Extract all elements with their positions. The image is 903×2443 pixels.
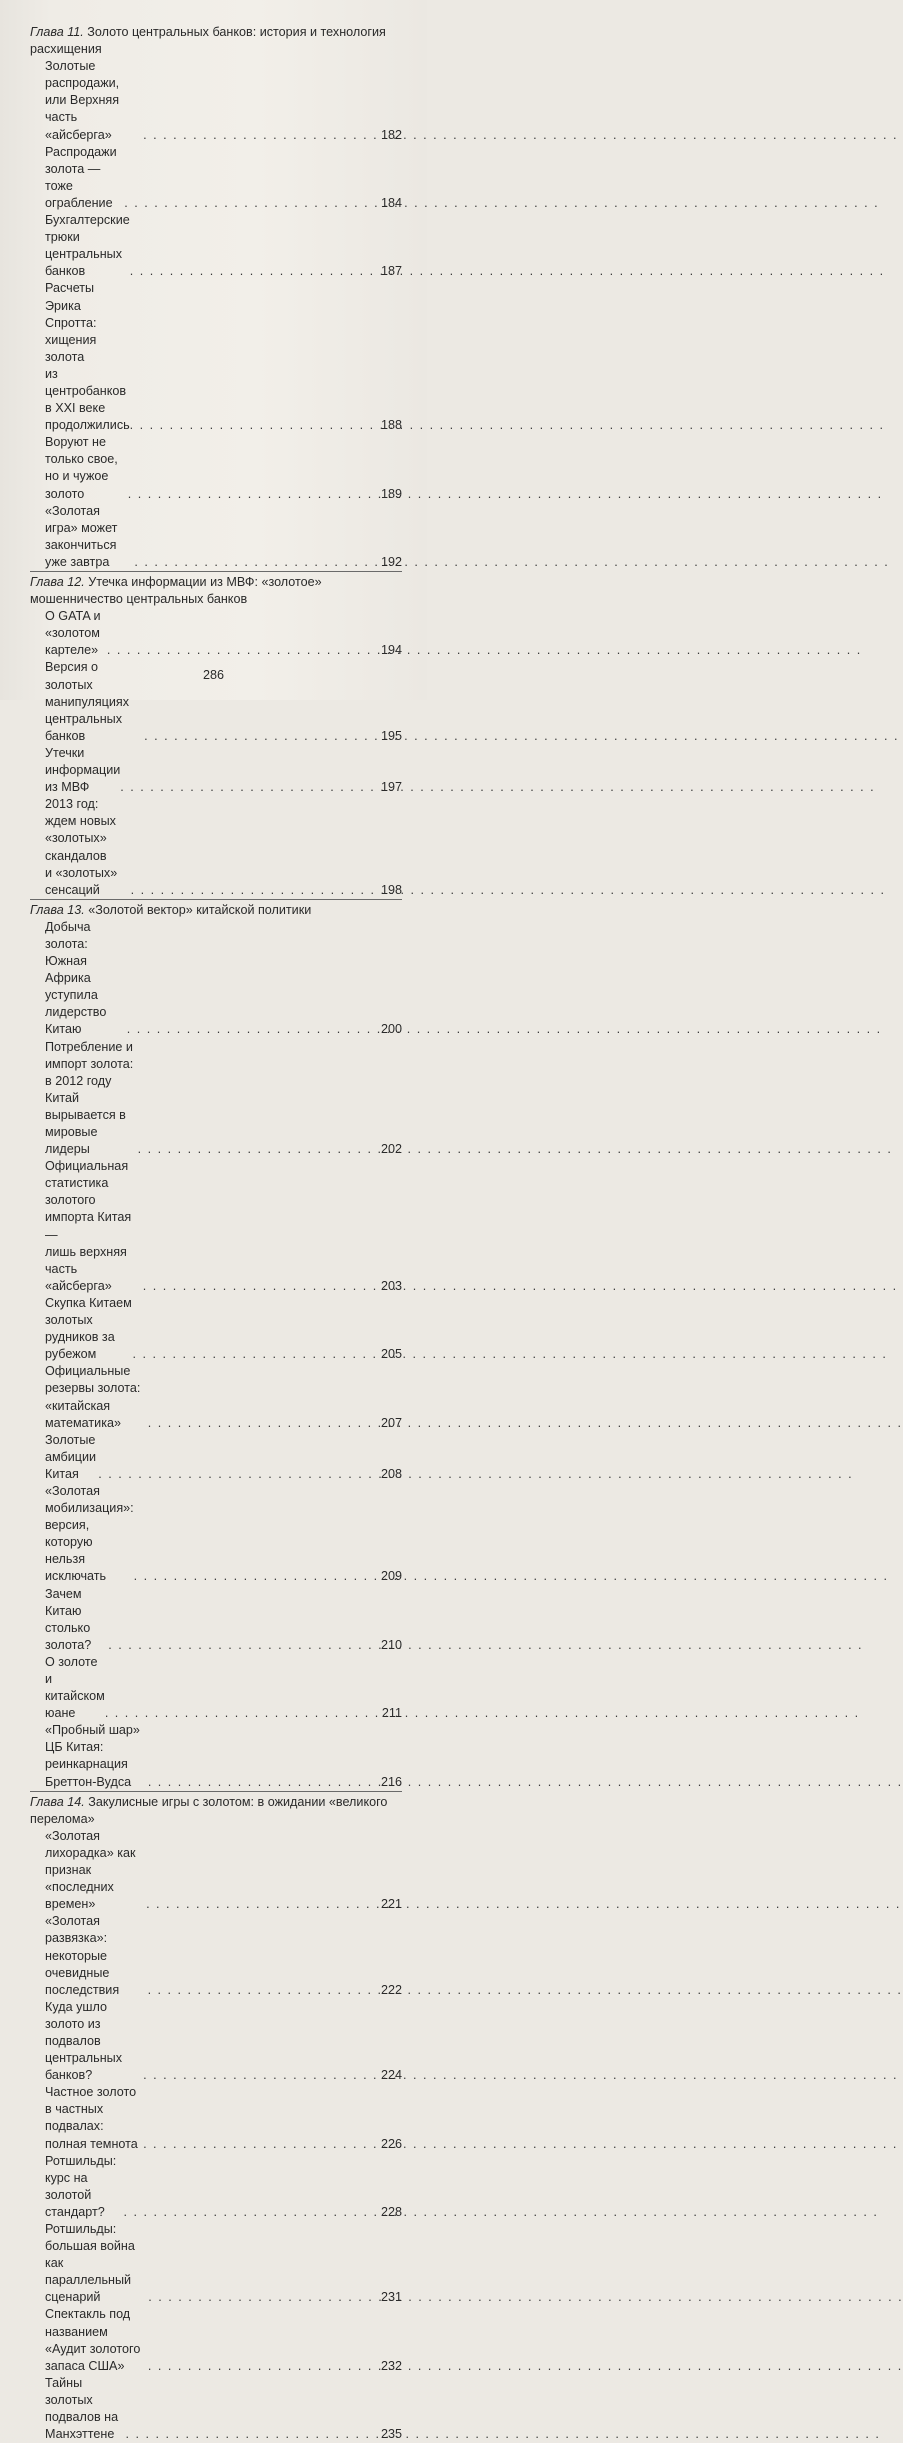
chapter-heading [30,24,402,58]
entry-page: 232 [380,2358,402,2373]
entry-title: Официальная статистика золотого импорта Китая — лишь верхняя часть «айсберга» [45,1159,132,1293]
entry-title: О GATA и «золотом картеле» [45,609,101,658]
leader-dots [143,127,381,144]
toc-entry[interactable] [30,2221,402,2306]
leader-dots [130,263,381,280]
entry-title: «Пробный шар» ЦБ Китая: реинкарнация Бреттон-Вудса [45,1723,140,1789]
leader-dots [134,554,381,571]
toc-entry[interactable] [30,745,402,796]
chapter-heading [30,902,402,919]
chapter-title: «Золотой вектор» китайской политики [88,902,312,917]
toc-entry[interactable] [30,919,402,1039]
leader-dots [98,1466,381,1483]
toc-entry[interactable] [30,1913,402,1998]
entry-title: Ротшильды: большая война как параллельный сценарий [45,2222,135,2305]
leader-dots [133,1346,381,1363]
toc-entry[interactable] [30,1295,402,1363]
entry-title: О золоте и китайском юане [45,1654,105,1721]
leader-dots [148,1415,381,1432]
entry-title: Ротшильды: курс на золотой стандарт? [45,2153,117,2219]
leader-dots [148,1774,381,1791]
entry-page: 209 [380,1569,402,1584]
chapter-heading [30,574,402,608]
entry-title: Потребление и импорт золота: в 2012 году Китай вырывается в мировые лидеры [45,1039,134,1157]
entry-title: Утечки информации из МВФ [45,745,121,795]
leader-dots [143,2067,381,2084]
chapter-title: Золото центральных банков: история и технология расхищения [30,25,386,57]
chapter-14 [30,1791,402,2443]
entry-page: 231 [380,2290,402,2305]
book-page [0,0,427,2442]
chapter-heading [30,1794,402,1828]
leader-dots [124,2204,381,2221]
leader-dots [148,2289,381,2306]
entry-page: 208 [380,1466,402,1481]
table-of-contents [30,24,402,2443]
entry-page: 224 [380,2068,402,2083]
entry-page: 195 [380,728,402,743]
entry-title: Версия о золотых манипуляциях центральных банков [45,660,130,743]
leader-dots [127,1021,381,1038]
toc-entry[interactable] [30,1039,402,1159]
entry-page: 188 [380,418,402,433]
chapter-title: Утечка информации из МВФ: «золотое» мошенничество центральных банков [30,575,322,607]
toc-entry[interactable] [30,1158,402,1295]
entry-page: 189 [380,486,402,501]
entry-title: «Золотая игра» может закончиться уже завтра [45,503,118,569]
toc-entry[interactable] [30,2084,402,2152]
toc-entry[interactable] [30,2153,402,2221]
entry-title: «Золотая развязка»: некоторые очевидные последствия [45,1914,120,1997]
entry-page: 182 [380,127,402,142]
toc-entry[interactable] [30,1432,402,1483]
entry-title: Бухгалтерские трюки центральных банков [45,213,130,279]
entry-page: 235 [380,2427,402,2442]
entry-page: 192 [380,554,402,569]
entry-title: Воруют не только свое, но и чужое золото [45,435,118,501]
leader-dots [143,1278,381,1295]
entry-title: 2013 год: ждем новых «золотых» скандалов и «золотых» сенсаций [45,797,118,897]
entry-page: 197 [380,780,402,795]
entry-page: 187 [380,264,402,279]
entry-title: Зачем Китаю столько золота? [45,1586,92,1652]
leader-dots [108,1637,381,1654]
toc-entry[interactable] [30,1722,402,1790]
leader-dots [148,2358,381,2375]
entry-page: 226 [380,2136,402,2151]
entry-page: 194 [380,643,402,658]
toc-entry[interactable] [30,1483,402,1586]
entry-title: Золотые амбиции Китая [45,1432,97,1481]
toc-entry[interactable] [30,434,402,502]
chapter-11 [30,24,402,571]
entry-page: 184 [380,195,402,210]
toc-entry[interactable] [30,1828,402,1913]
leader-dots [134,1568,381,1585]
toc-entry[interactable] [30,2375,402,2443]
entry-title: Расчеты Эрика Спротта: хищения золота из центробанков в XXI веке продолжились [45,281,130,433]
entry-title: «Золотая лихорадка» как признак «последних времен» [45,1828,136,1912]
leader-dots [126,2426,381,2443]
entry-title: Официальные резервы золота: «китайская математика» [45,1364,141,1430]
toc-entry[interactable] [30,280,402,434]
toc-entry[interactable] [30,1999,402,2084]
leader-dots [124,195,381,212]
entry-page: 216 [380,1774,402,1789]
entry-title: Куда ушло золото из подвалов центральных банков? [45,1999,123,2083]
chapter-13 [30,899,402,1791]
entry-page: 222 [380,1982,402,1997]
entry-page: 207 [380,1415,402,1430]
leader-dots [130,417,381,434]
leader-dots [107,642,381,659]
page-number: 286 [202,668,224,682]
entry-page: 210 [380,1637,402,1652]
entry-page: 211 [381,1706,402,1721]
toc-entry[interactable] [30,796,402,899]
leader-dots [148,1982,381,1999]
toc-entry[interactable] [30,1586,402,1654]
chapter-12 [30,571,402,899]
toc-entry[interactable] [30,1654,402,1722]
toc-entry[interactable] [30,503,402,571]
entry-title: Добыча золота: Южная Африка уступила лидерство Китаю [45,919,107,1037]
entry-page: 200 [380,1022,402,1037]
leader-dots [144,728,381,745]
toc-entry[interactable] [30,58,402,143]
leader-dots [131,882,381,899]
toc-entry[interactable] [30,1363,402,1431]
chapter-number: Глава 12. [30,575,85,589]
leader-dots [105,1705,382,1722]
entry-page: 221 [380,1897,402,1912]
entry-title: Скупка Китаем золотых рудников за рубежом [45,1295,132,1362]
entry-page: 205 [380,1347,402,1362]
chapter-number: Глава 13. [30,902,85,917]
entry-page: 202 [380,1142,402,1157]
entry-title: Золотые распродажи, или Верхняя часть «айсберга» [45,59,120,142]
entry-page: 228 [380,2204,402,2219]
entry-title: «Золотая мобилизация»: версия, которую нельзя исключать [45,1483,134,1584]
entry-title: Распродажи золота — тоже ограбление [45,144,117,210]
leader-dots [128,486,381,503]
leader-dots [138,1141,381,1158]
leader-dots [120,779,381,796]
toc-entry[interactable] [30,144,402,212]
entry-page: 203 [380,1278,402,1293]
leader-dots [146,1896,381,1913]
entry-title: Спектакль под названием «Аудит золотого запаса США» [45,2307,141,2373]
chapter-title: Закулисные игры с золотом: в ожидании «великого перелома» [30,1794,388,1826]
toc-entry[interactable] [30,2306,402,2374]
toc-entry[interactable] [30,608,402,659]
entry-page: 198 [380,882,402,897]
chapter-number: Глава 11. [30,25,84,39]
toc-entry[interactable] [30,212,402,280]
leader-dots [143,2136,381,2153]
entry-title: Тайны золотых подвалов на Манхэттене [45,2375,119,2442]
entry-title: Частное золото в частных подвалах: полная темнота [45,2085,138,2151]
chapter-number: Глава 14. [30,1794,85,1809]
